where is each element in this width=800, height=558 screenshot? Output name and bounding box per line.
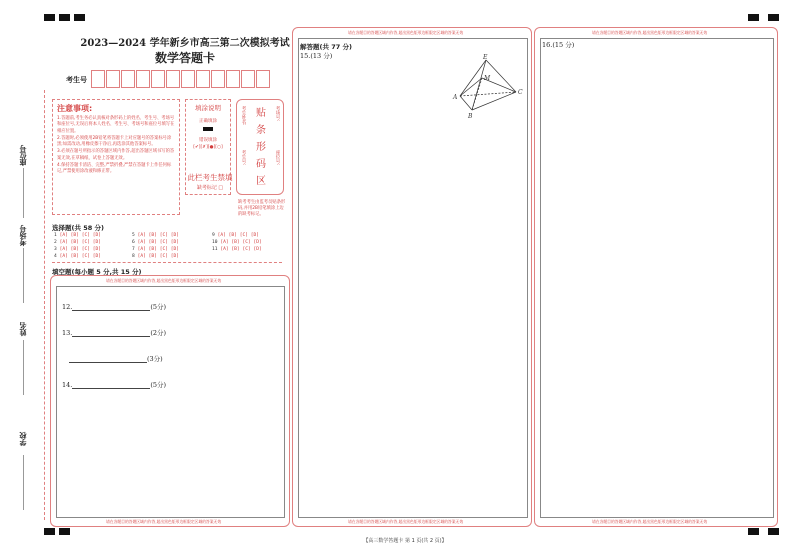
label-e: E [483, 54, 488, 61]
room-number-label: 考场号 [19, 225, 27, 246]
notice-title: 注意事项: [57, 104, 93, 113]
alignment-marker [748, 14, 759, 21]
exam-number-label: 考生号 [66, 76, 87, 84]
fill-answer-panel [50, 275, 290, 527]
label-m: M [484, 75, 491, 82]
school-label: 学校 [19, 432, 27, 446]
notice-item: 3.必须在题号所指示的答题区域内作答,超出答题区域书写的答案无效,在草稿纸、试卷上答题无效。 [57, 149, 175, 161]
digit-box[interactable] [91, 70, 105, 88]
mc-question[interactable]: 9 [A] [B] [C] [D] [212, 233, 260, 238]
alignment-marker [44, 14, 55, 21]
notice-item: 1.答题前,考生务必认真核对条形码上的姓名、考生号、考场号和座位号,无误后将本人姓名、考生号、考场号和座位号填写在相应位置。 [57, 116, 175, 134]
edge-mb [472, 78, 482, 110]
question-12[interactable]: 12. (5分) [62, 303, 167, 311]
room-number-line [23, 248, 24, 303]
barcode-title: 贴 条 形 码 区 [256, 108, 266, 187]
mc-question[interactable]: 10 [A] [B] [C] [D] [212, 240, 262, 245]
alignment-marker [768, 14, 779, 21]
correct-fill-label: 正确填涂 [199, 119, 217, 124]
wrong-fill-label: 错误填涂 [199, 138, 217, 143]
panel-warning-bottom: 请在各题目的答题区域内作答,超出黑色矩形边框限定区域的答案无效 [348, 519, 464, 524]
question-15-label: 15.(13 分) [300, 52, 333, 60]
panel-warning-top: 请在各题目的答题区域内作答,超出黑色矩形边框限定区域的答案无效 [106, 278, 222, 283]
name-line [23, 340, 24, 395]
pyramid-figure [452, 52, 528, 124]
binding-line [44, 90, 45, 520]
digit-box[interactable] [211, 70, 225, 88]
digit-box[interactable] [151, 70, 165, 88]
notice-box [52, 99, 180, 215]
question-16-label: 16.(15 分) [542, 41, 575, 49]
alignment-marker [59, 14, 70, 21]
label-a: A [453, 94, 458, 101]
card-title: 数学答题卡 [154, 51, 215, 65]
alignment-marker [768, 528, 779, 535]
panel-warning-bottom: 请在各题目的答题区域内作答,超出黑色矩形边框限定区域的答案无效 [592, 519, 708, 524]
digit-box[interactable] [241, 70, 255, 88]
mc-section-title: 选择题(共 58 分) [52, 224, 105, 232]
answer-blank[interactable] [72, 388, 150, 389]
section-divider [52, 262, 282, 263]
answer-blank[interactable] [72, 336, 150, 337]
barcode-note: 缺考考生由监考员贴条形码,并用2B铅笔填涂上边的缺考标记。 [238, 200, 286, 217]
digit-box[interactable] [166, 70, 180, 88]
question-14[interactable]: 14. (5分) [62, 381, 167, 389]
alignment-marker [74, 14, 85, 21]
correct-fill-sample [203, 127, 213, 131]
digit-box[interactable] [106, 70, 120, 88]
barcode-seat-label: 座位号: [275, 150, 280, 166]
digit-box[interactable] [256, 70, 270, 88]
exam-title: 2023—2024 学年新乡市高三第二次模拟考试 [80, 38, 290, 49]
digit-box[interactable] [121, 70, 135, 88]
seat-number-label: 座位号 [19, 145, 27, 166]
barcode-room-label: 考场号: [275, 106, 280, 122]
fill-section-title: 填空题(每小题 5 分,共 15 分) [52, 268, 142, 276]
alignment-marker [59, 528, 70, 535]
question-13b[interactable]: (3分) [62, 354, 163, 363]
notice-item: 4.保持答题卡清洁、完整,严禁折叠,严禁在答题卡上作任何标记,严禁使用涂改液和修正带。 [57, 163, 172, 175]
barcode-id-label: 考生号: [241, 150, 246, 166]
digit-box[interactable] [196, 70, 210, 88]
mc-question[interactable]: 3 [A] [B] [C] [D] [54, 247, 102, 252]
mc-question[interactable]: 2 [A] [B] [C] [D] [54, 240, 102, 245]
fill-instructions-title: 填涂说明 [195, 104, 221, 112]
panel-warning-top: 请在各题目的答题区域内作答,超出黑色矩形边框限定区域的答案无效 [348, 30, 464, 35]
barcode-area [236, 99, 284, 195]
page-footer: 【高三数学答题卡 第 1 页(共 2 页)】 [363, 538, 447, 544]
mc-question[interactable]: 4 [A] [B] [C] [D] [54, 254, 102, 259]
mc-question[interactable]: 7 [A] [B] [C] [D] [132, 247, 180, 252]
answer-blank[interactable] [69, 362, 147, 363]
wrong-fill-samples: [✔][✗][●][○] [193, 145, 223, 150]
mc-question[interactable]: 8 [A] [B] [C] [D] [132, 254, 180, 259]
mc-question[interactable]: 11 [A] [B] [C] [D] [212, 247, 262, 252]
barcode-name-label: 考生姓名: [241, 106, 246, 126]
answer-frame-right [540, 38, 774, 518]
panel-warning-top: 请在各题目的答题区域内作答,超出黑色矩形边框限定区域的答案无效 [592, 30, 708, 35]
answer-section-title: 解答题(共 77 分) [300, 43, 353, 51]
answer-blank[interactable] [72, 310, 150, 311]
label-b: B [468, 113, 473, 120]
answer-panel-right [534, 27, 778, 527]
name-label: 姓名 [19, 322, 27, 336]
mc-question[interactable]: 1 [A] [B] [C] [D] [54, 233, 102, 238]
mc-question[interactable]: 6 [A] [B] [C] [D] [132, 240, 180, 245]
edge-ec [486, 60, 516, 92]
panel-warning-bottom: 请在各题目的答题区域内作答,超出黑色矩形边框限定区域的答案无效 [106, 519, 222, 524]
absent-mark[interactable]: 缺考标记 □ [196, 185, 224, 191]
edge-ab [460, 96, 472, 110]
digit-box[interactable] [226, 70, 240, 88]
fill-answer-frame [56, 286, 285, 518]
exam-number-grid[interactable] [91, 70, 271, 88]
label-c: C [518, 89, 523, 96]
notice-item: 2.答题时,必须使用2B铅笔将答题卡上对应题号的答案标号涂黑;如需改动,用橡皮擦干净后,再选涂其他答案标号。 [57, 135, 172, 148]
alignment-marker [748, 528, 759, 535]
seat-number-line [23, 168, 24, 218]
alignment-marker [44, 528, 55, 535]
mc-question[interactable]: 5 [A] [B] [C] [D] [132, 233, 180, 238]
digit-box[interactable] [136, 70, 150, 88]
question-13[interactable]: 13. (2分) [62, 329, 167, 337]
school-line [23, 455, 24, 510]
no-fill-notice: 此栏考生禁填 [187, 173, 233, 182]
digit-box[interactable] [181, 70, 195, 88]
